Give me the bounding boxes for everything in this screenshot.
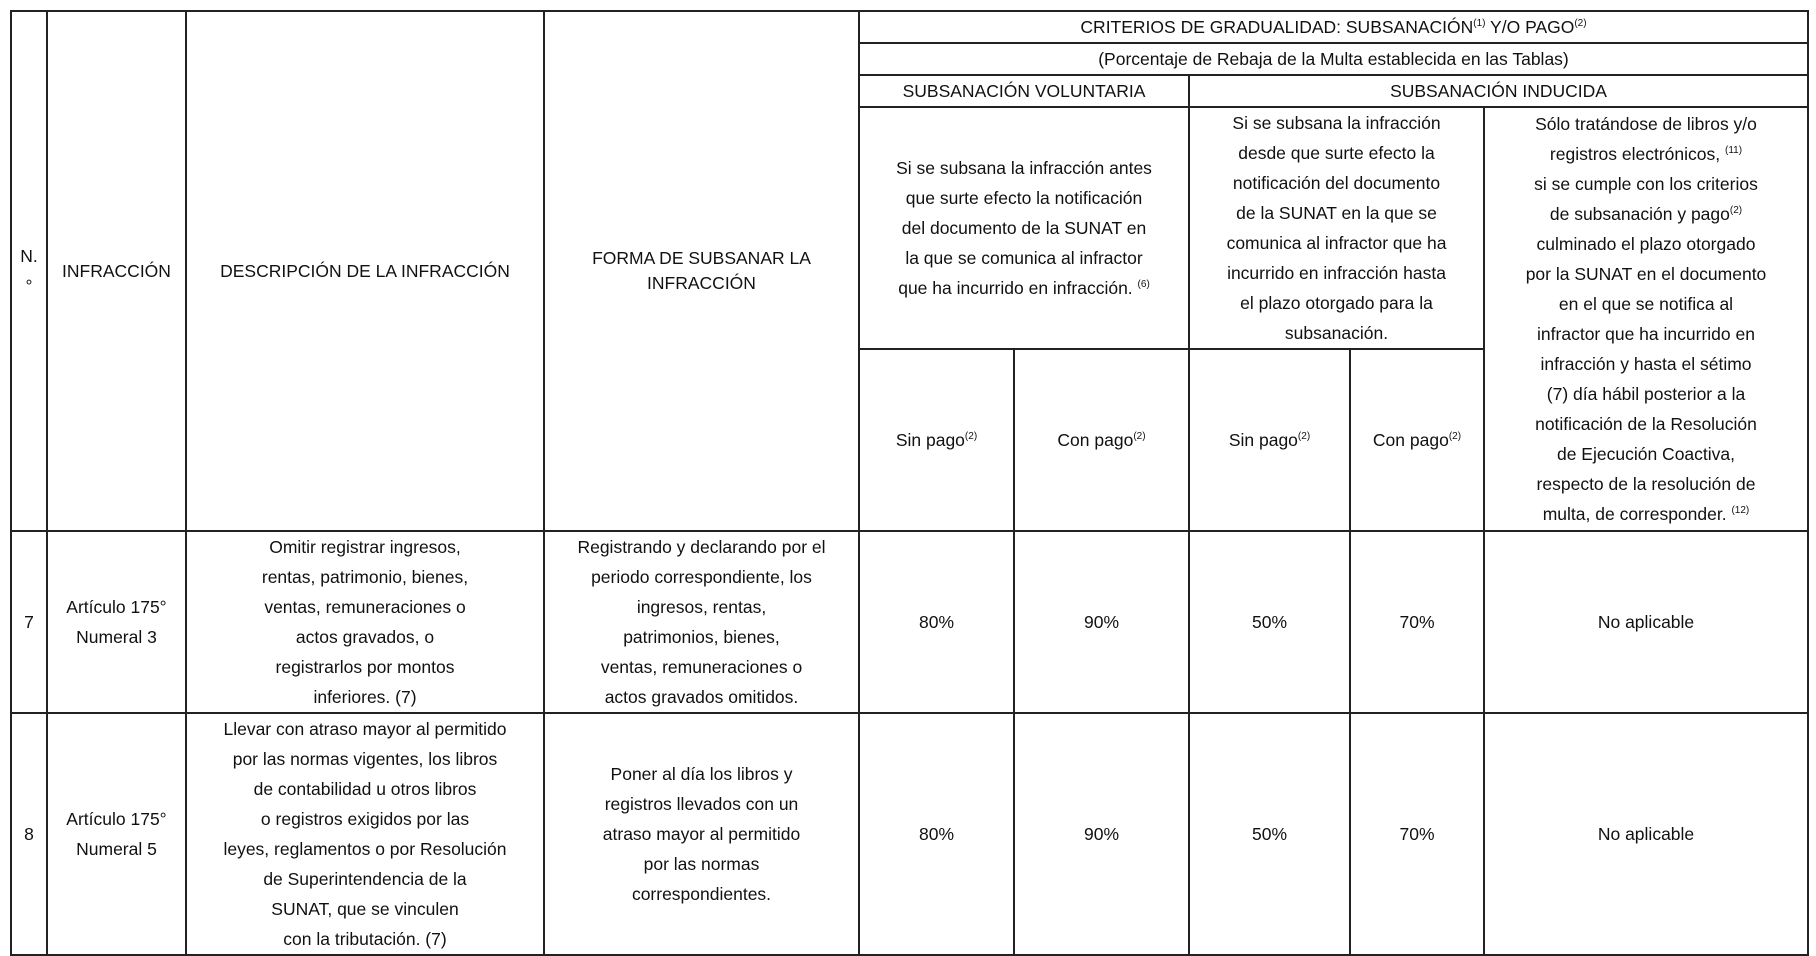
table-row bbox=[11, 713, 1808, 955]
header-ind-sin-pago: Sin pago$^{(2)}$ bbox=[1189, 349, 1350, 531]
row-libros: No aplicable bbox=[1484, 531, 1808, 713]
row-libros: No aplicable bbox=[1484, 713, 1808, 955]
header-criterios: CRITERIOS DE GRADUALIDAD: SUBSANACIÓN$^{(1)}$ Y/O PAGO$^{(2)}$ bbox=[859, 11, 1808, 43]
row-vol-con-pago: 90% bbox=[1014, 531, 1189, 713]
inducida-description: Si se subsana la infracción desde que surte efecto la notificación del documento de la SUNAT en la que se comunica al infractor que ha incurrido en infracción hasta el plazo otorgado para la subsanación. bbox=[1189, 107, 1484, 349]
header-infraccion: INFRACCIÓN bbox=[47, 11, 186, 531]
row-descripcion: Omitir registrar ingresos, rentas, patrimonio, bienes, ventas, remuneraciones o actos gravados, o registrarlos por montos inferiores. (7) bbox=[186, 531, 544, 713]
row-ind-sin-pago: 50% bbox=[1189, 713, 1350, 955]
voluntaria-description: Si se subsana la infracción antes que surte efecto la notificación del documento de la SUNAT en la que se comunica al infractor que ha incurrido en infracción. $^{(6)}$ bbox=[859, 107, 1189, 349]
header-num: N.° bbox=[11, 11, 47, 531]
libros-electronicos-description: Sólo tratándose de libros y/o registros electrónicos, $^{(11)}$ si se cumple con los criterios de subsanación y pago$^{(2)}$ culminado el plazo otorgado por la SUNAT en el documento en el que se notifica al infractor que ha incurrido en infracción y hasta el sétimo (7) día hábil posterior a la notificación de la Resolución de Ejecución Coactiva, respecto de la resolución de multa, de corresponder. $^{(12)}$ bbox=[1484, 107, 1808, 531]
row-ind-con-pago: 70% bbox=[1350, 531, 1484, 713]
row-articulo: Artículo 175° Numeral 5 bbox=[47, 713, 186, 955]
row-num: 7 bbox=[11, 531, 47, 713]
row-articulo: Artículo 175° Numeral 3 bbox=[47, 531, 186, 713]
header-ind-con-pago: Con pago$^{(2)}$ bbox=[1350, 349, 1484, 531]
header-porcentaje: (Porcentaje de Rebaja de la Multa establecida en las Tablas) bbox=[859, 43, 1808, 75]
row-descripcion: Llevar con atraso mayor al permitido por las normas vigentes, los libros de contabilidad u otros libros o registros exigidos por las leyes, reglamentos o por Resolución de Superintendencia de la SUNAT, que se vinculen con la tributación. (7) bbox=[186, 713, 544, 955]
header-forma: FORMA DE SUBSANAR LA INFRACCIÓN bbox=[544, 11, 859, 531]
header-vol-sin-pago: Sin pago$^{(2)}$ bbox=[859, 349, 1014, 531]
row-vol-sin-pago: 80% bbox=[859, 531, 1014, 713]
gradualidad-table bbox=[10, 10, 1809, 956]
row-forma: Registrando y declarando por el periodo correspondiente, los ingresos, rentas, patrimonios, bienes, ventas, remuneraciones o actos gravados omitidos. bbox=[544, 531, 859, 713]
header-descripcion: DESCRIPCIÓN DE LA INFRACCIÓN bbox=[186, 11, 544, 531]
header-subsanacion-voluntaria: SUBSANACIÓN VOLUNTARIA bbox=[859, 75, 1189, 107]
row-ind-con-pago: 70% bbox=[1350, 713, 1484, 955]
row-vol-sin-pago: 80% bbox=[859, 713, 1014, 955]
table-row bbox=[11, 531, 1808, 713]
header-vol-con-pago: Con pago$^{(2)}$ bbox=[1014, 349, 1189, 531]
row-ind-sin-pago: 50% bbox=[1189, 531, 1350, 713]
row-num: 8 bbox=[11, 713, 47, 955]
row-vol-con-pago: 90% bbox=[1014, 713, 1189, 955]
row-forma: Poner al día los libros y registros llevados con un atraso mayor al permitido por las normas correspondientes. bbox=[544, 713, 859, 955]
header-subsanacion-inducida: SUBSANACIÓN INDUCIDA bbox=[1189, 75, 1808, 107]
